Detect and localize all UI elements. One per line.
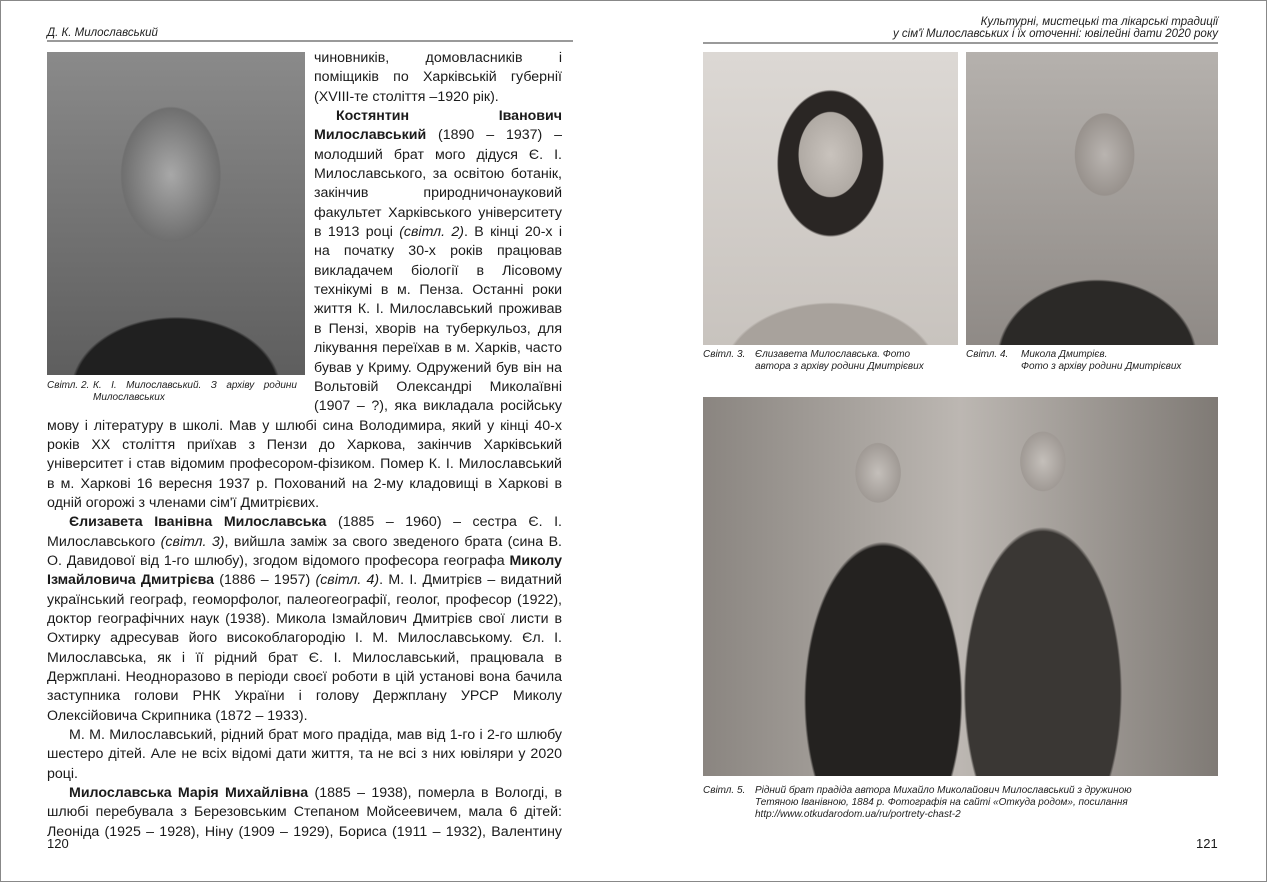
figure-4-caption [966, 349, 1218, 373]
text: (1885 – 1960) – сестра Є. І. Милославського [47, 514, 563, 550]
figure-reference: (світл. 2) [399, 224, 464, 241]
figure-5-caption [703, 785, 1183, 821]
text: М. М. Милославський, рідний брат мого прадіда, мав від 1-го і 2-го шлюбу шестеро дітей. Але не всіх відомі дати життя, та не всі з них ювіляри у 2020 році. [47, 727, 562, 782]
header-rule [703, 42, 1218, 44]
text: (1890 – 1937) – молодший брат мого дідуся Є. І. Милославського, за освітою ботанік, закінчив природничонауковий факультет Харківського університету в 1913 році [314, 127, 562, 241]
text: (1885 – 1938), померла в Вологді, в шлюбі перебувала з Березовським Степаном Мойсеевичем, мала 6 дітей: Леоніда (1925 – 1928), Ніну (1909 – 1929), Бориса (1911 – 1932), Валентину [47, 785, 562, 840]
figure-reference: (світл. 4) [315, 572, 380, 589]
figure-3-caption [703, 349, 958, 373]
text: , вийшла заміж за свого зведеного брата (сина В. О. Давидової від 1-го шлюбу), згодом відомого професора географа [47, 533, 562, 569]
photo-mykhailo-and-tetiana-miloslavsky [703, 397, 1218, 776]
photo-yelyzaveta-miloslavska [703, 52, 958, 345]
running-header [893, 16, 1218, 40]
running-header: Д. К. Милославський [47, 27, 158, 39]
figure-5-number: Світл. 5. [703, 785, 746, 796]
figure-5-text: Рідний брат прадіда автора Михайло Миколайович Милославський з дружиною Тетяною Іванівною, 1884 р. Фотографія на сайті «Откуда родом», посилання http://www.otkudarodom.ua/ru/portrety-chast-2 [755, 785, 1132, 820]
text: (1886 – 1957) [214, 572, 316, 589]
text: . М. І. Дмитрієв – видатний український географ, геоморфолог, палеогеографії, геолог, професор (1922), доктор географічних наук (1938). Микола Ізмайлович Дмитрієв свої листи в Охтирку адресував його високоблагородію І. М. Милославському. Єл. І. Милославська, як і її рідний брат Є. І. Милославський, працювала в Держплані. Неодноразово в періоди своєї роботи в цій установі вона бачила заступника голови РНК України і голову Держплану УРСР Миколу Олексійовича Скрипника (1872 – 1933). [47, 572, 562, 724]
photo-mykola-dmytriev [966, 52, 1218, 345]
figure-reference: (світл. 3) [160, 533, 225, 550]
figure-4-number: Світл. 4. [966, 349, 1009, 360]
figure-4-line-1: Микола Дмитрієв. [1021, 349, 1108, 360]
figure-4-line-2: Фото з архіву родини Дмитрієвих [1021, 361, 1182, 372]
page-number: 121 [1196, 836, 1218, 851]
figure-2-number: Світл. 2. [47, 380, 90, 391]
page-number: 120 [47, 836, 69, 851]
header-line-1: Культурні, мистецькі та лікарські традиції [980, 16, 1218, 28]
text: . В кінці 20-х і на початку 30-х років працював викладачем біології в Лісовому технікумі в м. Пенза. Останні роки життя К. І. Милославський проживав в Пензі, хворів на туберкульоз, для лікування переїхав в м. Харків, часто бував у Криму. Одружений був він на Вольтовій Олександрі Миколаївні (1907 – ?), яка викладала російську мову і літературу в школі. Мав у шлюбі сина Володимира, який у кінці 40-х років XX століття приїхав з Пензи до Харкова, закінчив Харківський університет і став відомим професором-фізиком. Помер К. І. Милославський в м. Харкові 16 вересня 1937 р. Похований на 2-му кладовищі в Харкові в одній огорожі з членами сім'ї Дмитрієвих. [47, 224, 563, 511]
figure-2-text: К. І. Милославський. З архіву родини Милославських [93, 380, 297, 403]
text: чиновників, домовласників і поміщиків по Харківській губернії (XVIII-те століття –1920 рік). [314, 50, 562, 105]
person-name: Миколу Ізмайловича Дмитрієва [47, 552, 562, 589]
header-line-2: у сім'ї Милославських і їх оточенні: ювілейні дати 2020 року [892, 28, 1218, 40]
figure-3-text: Єлизавета Милославська. Фото автора з архіву родини Дмитрієвих [755, 349, 924, 372]
person-name: Єлизавета Іванівна Милославська [69, 514, 327, 531]
person-name: Милославська Марія Михайлівна [69, 785, 309, 802]
person-name: Костянтин Іванович Милославський [314, 108, 562, 144]
figure-3-number: Світл. 3. [703, 349, 746, 360]
figure-4-text [1021, 349, 1181, 373]
